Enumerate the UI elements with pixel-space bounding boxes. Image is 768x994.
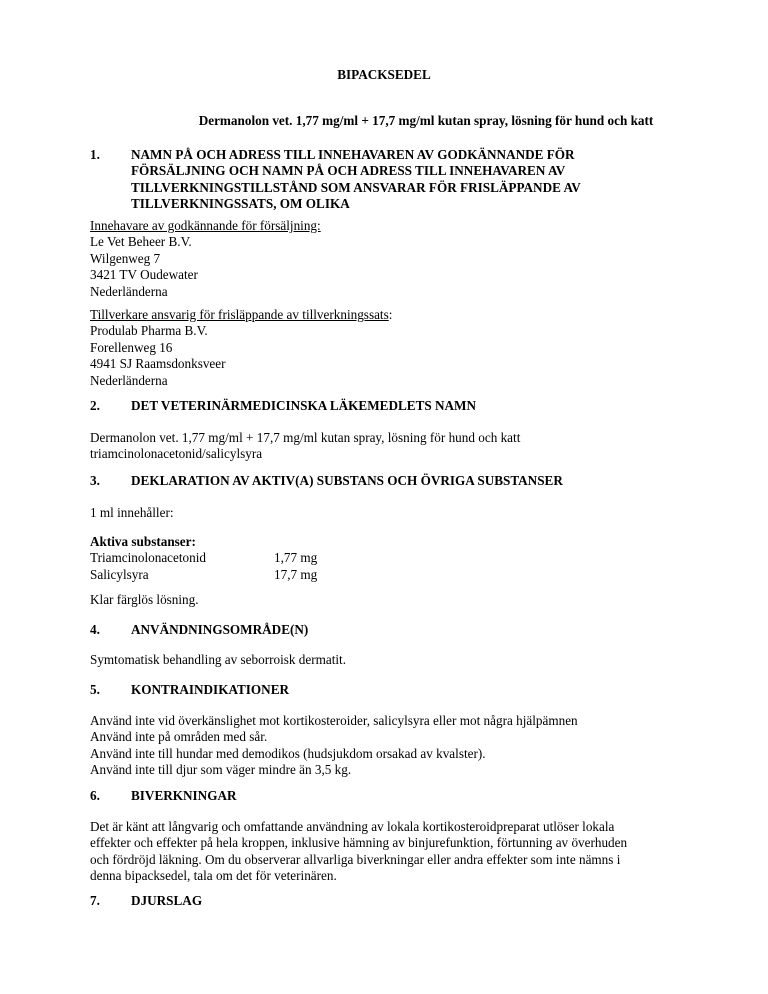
- marketing-holder-block: [90, 218, 710, 300]
- contraindication-line: Använd inte på områden med sår.: [90, 729, 268, 745]
- appearance-block: [90, 592, 710, 608]
- manufacturer-block: [90, 307, 710, 389]
- adverse-reactions-block: [90, 819, 710, 885]
- section-title: DET VETERINÄRMEDICINSKA LÄKEMEDLETS NAMN: [131, 398, 477, 413]
- manufacturer-label: Tillverkare ansvarig för frisläppande av tillverkningssats: [90, 307, 389, 322]
- manufacturer-label-line: [90, 307, 710, 323]
- active-substances-block: [90, 534, 710, 583]
- manufacturer-label-colon: :: [388, 307, 393, 322]
- section-number: 2.: [90, 398, 100, 413]
- section-title: KONTRAINDIKATIONER: [131, 682, 290, 697]
- holder-name: Le Vet Beheer B.V.: [90, 234, 192, 250]
- section-3-heading: [90, 473, 710, 490]
- manufacturer-city: 4941 SJ Raamsdonksveer: [90, 356, 226, 372]
- appearance-text: Klar färglös lösning.: [90, 592, 199, 607]
- substance-amount: 17,7 mg: [274, 566, 318, 582]
- substance-name: Salicylsyra: [90, 566, 149, 582]
- composition-intro: [90, 505, 710, 521]
- manufacturer-country: Nederländerna: [90, 372, 168, 388]
- holder-street: Wilgenweg 7: [90, 250, 161, 266]
- section-4-heading: [90, 622, 710, 639]
- contraindication-line: Använd inte till hundar med demodikos (hudsjukdom orsakad av kvalster).: [90, 745, 486, 761]
- substance-amount: 1,77 mg: [274, 550, 318, 566]
- section-title: ANVÄNDNINGSOMRÅDE(N): [131, 622, 309, 637]
- holder-city: 3421 TV Oudewater: [90, 267, 198, 283]
- section-number: 4.: [90, 622, 100, 637]
- active-ingredients-name: triamcinolonacetonid/salicylsyra: [90, 446, 263, 462]
- product-name-block: [90, 430, 710, 463]
- section-title: DEKLARATION AV AKTIV(A) SUBSTANS OCH ÖVRIGA SUBSTANSER: [131, 473, 563, 488]
- composition-intro-text: 1 ml innehåller:: [90, 505, 174, 520]
- contraindications-block: [90, 713, 710, 779]
- manufacturer-name: Produlab Pharma B.V.: [90, 323, 208, 339]
- section-2-heading: [90, 398, 710, 415]
- holder-country: Nederländerna: [90, 283, 168, 299]
- substance-row: [90, 567, 710, 583]
- substance-name: Triamcinolonacetonid: [90, 550, 206, 566]
- indication-text: Symtomatisk behandling av seborroisk dermatit.: [90, 652, 347, 667]
- substance-row: [90, 550, 710, 566]
- adverse-reactions-line: Det är känt att långvarig och omfattande användning av lokala kortikosteroidpreparat utlöser lokala: [90, 819, 615, 834]
- section-number: 5.: [90, 682, 100, 697]
- adverse-reactions-line: och fördröjd läkning. Om du observerar allvarliga biverkningar eller andra effekter som inte nämns i: [90, 851, 621, 867]
- manufacturer-street: Forellenweg 16: [90, 339, 173, 355]
- section-number: 7.: [90, 893, 100, 908]
- section-1-heading: [90, 147, 710, 213]
- section-5-heading: [90, 682, 710, 699]
- contraindication-line: Använd inte vid överkänslighet mot kortikosteroider, salicylsyra eller mot några hjälpämnen: [90, 713, 578, 728]
- section-7-heading: [90, 893, 710, 910]
- document-title: BIPACKSEDEL: [337, 67, 431, 82]
- active-substances-label: Aktiva substanser:: [90, 534, 196, 549]
- product-name: Dermanolon vet. 1,77 mg/ml + 17,7 mg/ml kutan spray, lösning för hund och katt: [90, 430, 521, 445]
- section-number: 3.: [90, 473, 100, 488]
- product-heading: Dermanolon vet. 1,77 mg/ml + 17,7 mg/ml kutan spray, lösning för hund och katt: [198, 113, 654, 128]
- contraindication-line: Använd inte till djur som väger mindre än 3,5 kg.: [90, 762, 352, 778]
- section-number: 6.: [90, 788, 100, 803]
- section-title: DJURSLAG: [131, 893, 203, 908]
- section-title: BIVERKNINGAR: [131, 788, 237, 803]
- holder-label: Innehavare av godkännande för försäljning:: [90, 218, 321, 233]
- section-6-heading: [90, 788, 710, 805]
- adverse-reactions-line: denna bipacksedel, tala om det för veterinären.: [90, 868, 337, 884]
- section-title: NAMN PÅ OCH ADRESS TILL INNEHAVAREN AV GODKÄNNANDE FÖR FÖRSÄLJNING OCH NAMN PÅ OCH ADRESS TILL INNEHAVAREN AV TILLVERKNINGSTILLSTÅND SOM ANSVARAR FÖR FRISLÄPPANDE AV TILLVERKNINGSSATS, OM OLIKA: [131, 147, 581, 212]
- section-number: 1.: [90, 147, 100, 162]
- adverse-reactions-line: effekter och effekter på hela kroppen, inklusive hämning av binjurefunktion, förtunning av överhuden: [90, 835, 628, 851]
- indication-block: [90, 652, 710, 668]
